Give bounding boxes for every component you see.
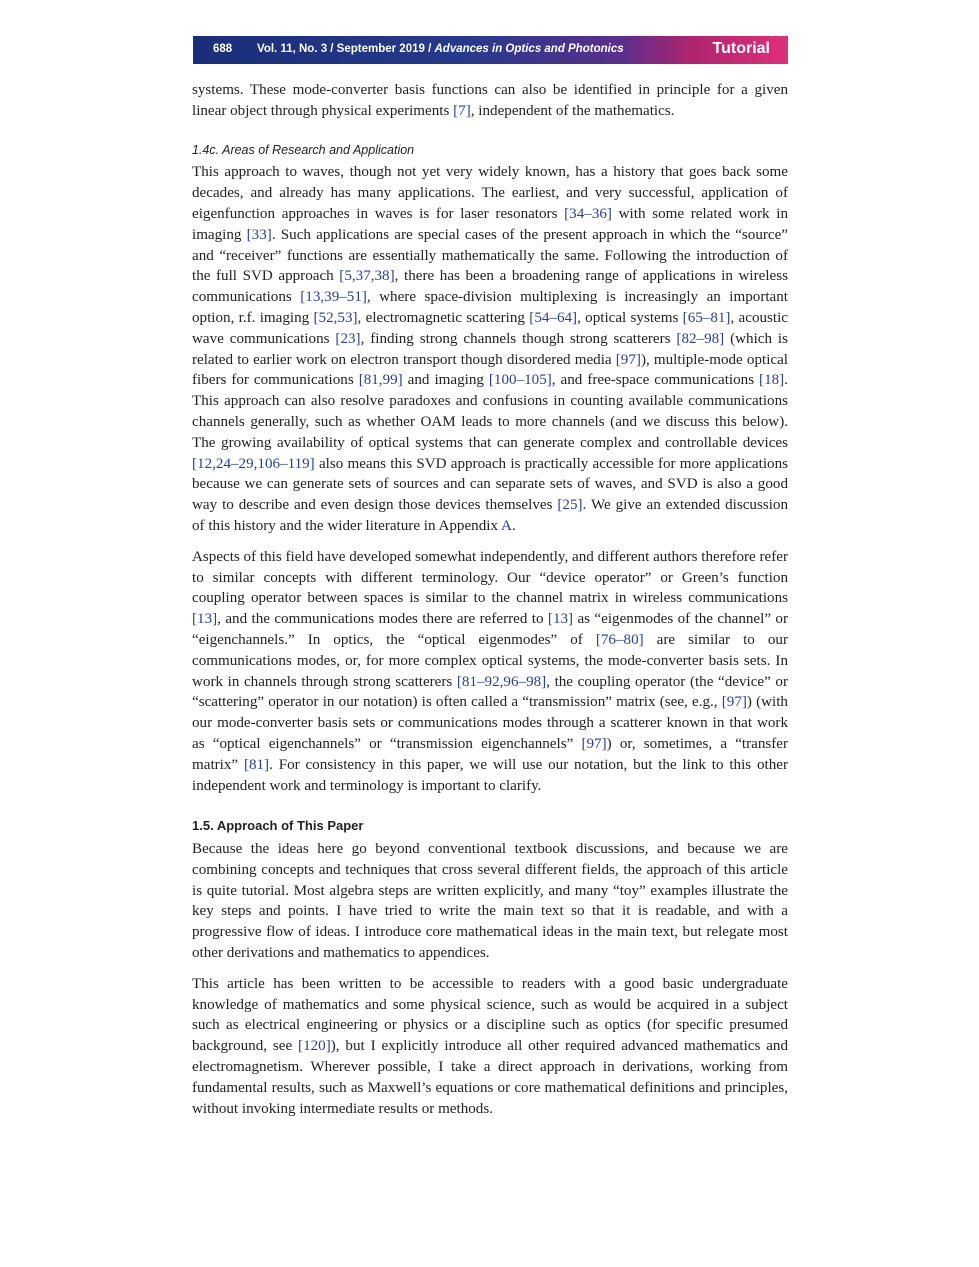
citation-link[interactable]: [5,37,38] (339, 268, 395, 285)
text-run: , and the communications modes there are referred to (217, 611, 548, 628)
paragraph (192, 839, 788, 964)
text-run: , there has been a broadening range of applications in wireless communications (192, 268, 788, 306)
text-run: and imaging (402, 372, 489, 389)
citation-link[interactable]: [13,39–51] (300, 289, 367, 306)
text-run: ) or, sometimes, a “transfer matrix” (192, 735, 789, 773)
paragraph (192, 547, 788, 797)
citation-link[interactable]: [81] (243, 756, 270, 773)
citation-link[interactable]: [97] (721, 694, 747, 711)
citation-link[interactable]: [33] (246, 226, 272, 243)
citation-link[interactable]: [81–92,96–98] (456, 673, 547, 690)
citation-link[interactable]: [25] (557, 497, 583, 514)
text-run: , electromagnetic scattering (357, 309, 530, 326)
section-heading: 1.5. Approach of This Paper (192, 818, 364, 834)
article-body (192, 80, 788, 1129)
citation-link[interactable]: [52,53] (313, 309, 358, 326)
text-run: (which is related to earlier work on electron transport though disordered media (192, 330, 788, 368)
section-label: Tutorial (712, 40, 770, 57)
citation-link[interactable]: [12,24–29,106–119] (192, 455, 315, 472)
journal-title: Advances in Optics and Photonics (434, 43, 624, 55)
citation-link[interactable]: [54–64] (529, 309, 578, 326)
citation-link[interactable]: [76–80] (595, 631, 644, 648)
citation-link[interactable]: A (500, 517, 512, 534)
citation-link[interactable]: [65–81] (682, 309, 731, 326)
text-run: , optical systems (577, 309, 683, 326)
text-run: This approach to waves, though not yet very widely known, has a history that goes back some decades, and already has many applications. The earliest, and very successful, application of eigenfunction approaches in waves is for laser resonators (192, 164, 788, 222)
text-run: . Such applications are special cases of the present approach in which the “source” and “receiver” functions are essentially mathematically the same. Following the introduction of the full SVD approach (192, 226, 788, 285)
citation-link[interactable]: [97] (615, 351, 641, 368)
text-run: This article has been written to be accessible to readers with a good basic undergraduate knowledge of mathematics and some physical science, such as would be acquired in a subject such as electrical engineering or physics or a discipline such as optics (for specific presumed background, see (192, 975, 788, 1055)
text-run: , finding strong channels though strong scatterers (360, 330, 677, 347)
citation-link[interactable]: [120] (298, 1038, 331, 1055)
citation-link[interactable]: [7] (453, 102, 471, 119)
page-number: 688 (213, 43, 233, 55)
paragraph (192, 974, 788, 1120)
text-run: . (511, 517, 516, 534)
text-run: ) (with our mode-converter basis sets or communications modes through a scatterer known in that work as “optical eigenchannels” or “transmission eigenchannels” (192, 694, 788, 752)
citation-link[interactable]: [97] (581, 735, 607, 752)
text-run: , and free-space communications (551, 372, 760, 389)
journal-volume: Vol. 11, No. 3 / September 2019 / (257, 43, 435, 55)
citation-link[interactable]: [100–105] (488, 372, 552, 389)
citation-link[interactable]: [82–98] (676, 330, 725, 347)
journal-info (257, 43, 624, 55)
paragraph (192, 80, 788, 122)
text-run: Aspects of this field have developed somewhat independently, and different authors therefore refer to similar concepts with different terminology. Our “device operator” or Green’s function coupling operator between spaces is similar to the channel matrix in wireless communications (192, 548, 788, 607)
text-run: , where space-division multiplexing is increasingly an important option, r.f. imaging (192, 289, 788, 326)
text-run: , the coupling operator (the “device” or “scattering” operator in our notation) is often called a “transmission” matrix (see, e.g., (192, 673, 788, 711)
running-header (193, 36, 788, 64)
citation-link[interactable]: [13] (547, 611, 574, 628)
text-run: , independent of the mathematics. (470, 102, 675, 119)
text-run: also means this SVD approach is practically accessible for more applications because we can generate sets of sources and can separate sets of waves, and SVD is also a good way to describe and even design those devices themselves (192, 455, 788, 514)
citation-link[interactable]: [23] (335, 330, 361, 347)
citation-link[interactable]: [18] (759, 372, 785, 389)
text-run: with some related work in imaging (192, 205, 788, 243)
text-run: as “eigenmodes of the channel” or “eigenchannels.” In optics, the “optical eigenmodes” of (192, 611, 788, 648)
paragraph (192, 162, 788, 536)
text-run: . This approach can also resolve paradoxes and confusions in counting available communications channels generally, such as whether OAM leads to more channels (and we discuss this below). The growing availability of optical systems that can generate complex and controllable devices (192, 372, 788, 451)
text-run: systems. These mode-converter basis functions can also be identified in principle for a given linear object through physical experiments (192, 82, 788, 119)
text-run: , acoustic wave communications (192, 309, 789, 347)
citation-link[interactable]: [81,99] (358, 372, 403, 389)
subsection-heading: 1.4c. Areas of Research and Application (192, 142, 415, 157)
text-run: ), but I explicitly introduce all other required advanced mathematics and electromagnetism. Wherever possible, I take a direct approach in derivations, working from fundamental results, such as Maxwell’s equations or core mathematical definitions and principles, without invoking intermediate results or methods. (192, 1038, 788, 1117)
citation-link[interactable]: [13] (192, 611, 218, 628)
text-run: are similar to our communications modes, or, for more complex optical systems, the mode-converter basis sets. In work in channels through strong scatterers (192, 631, 788, 690)
text-run: . For consistency in this paper, we will use our notation, but the link to this other independent work and terminology is important to clarify. (192, 756, 789, 794)
text-run: ), multiple-mode optical fibers for communications (192, 351, 788, 389)
text-run: Because the ideas here go beyond conventional textbook discussions, and because we are combining concepts and techniques that cross several different fields, the approach of this article is quite tutorial. Most algebra steps are written explicitly, and many “toy” examples illustrate the key steps and points. I have tried to write the main text so that it is readable, and with a progressive flow of ideas. I introduce core mathematical ideas in the main text, but relegate most other derivations and mathematics to appendices. (192, 841, 788, 962)
citation-link[interactable]: [34–36] (564, 205, 612, 222)
text-run: . We give an extended discussion of this history and the wider literature in Appendix (192, 497, 788, 534)
